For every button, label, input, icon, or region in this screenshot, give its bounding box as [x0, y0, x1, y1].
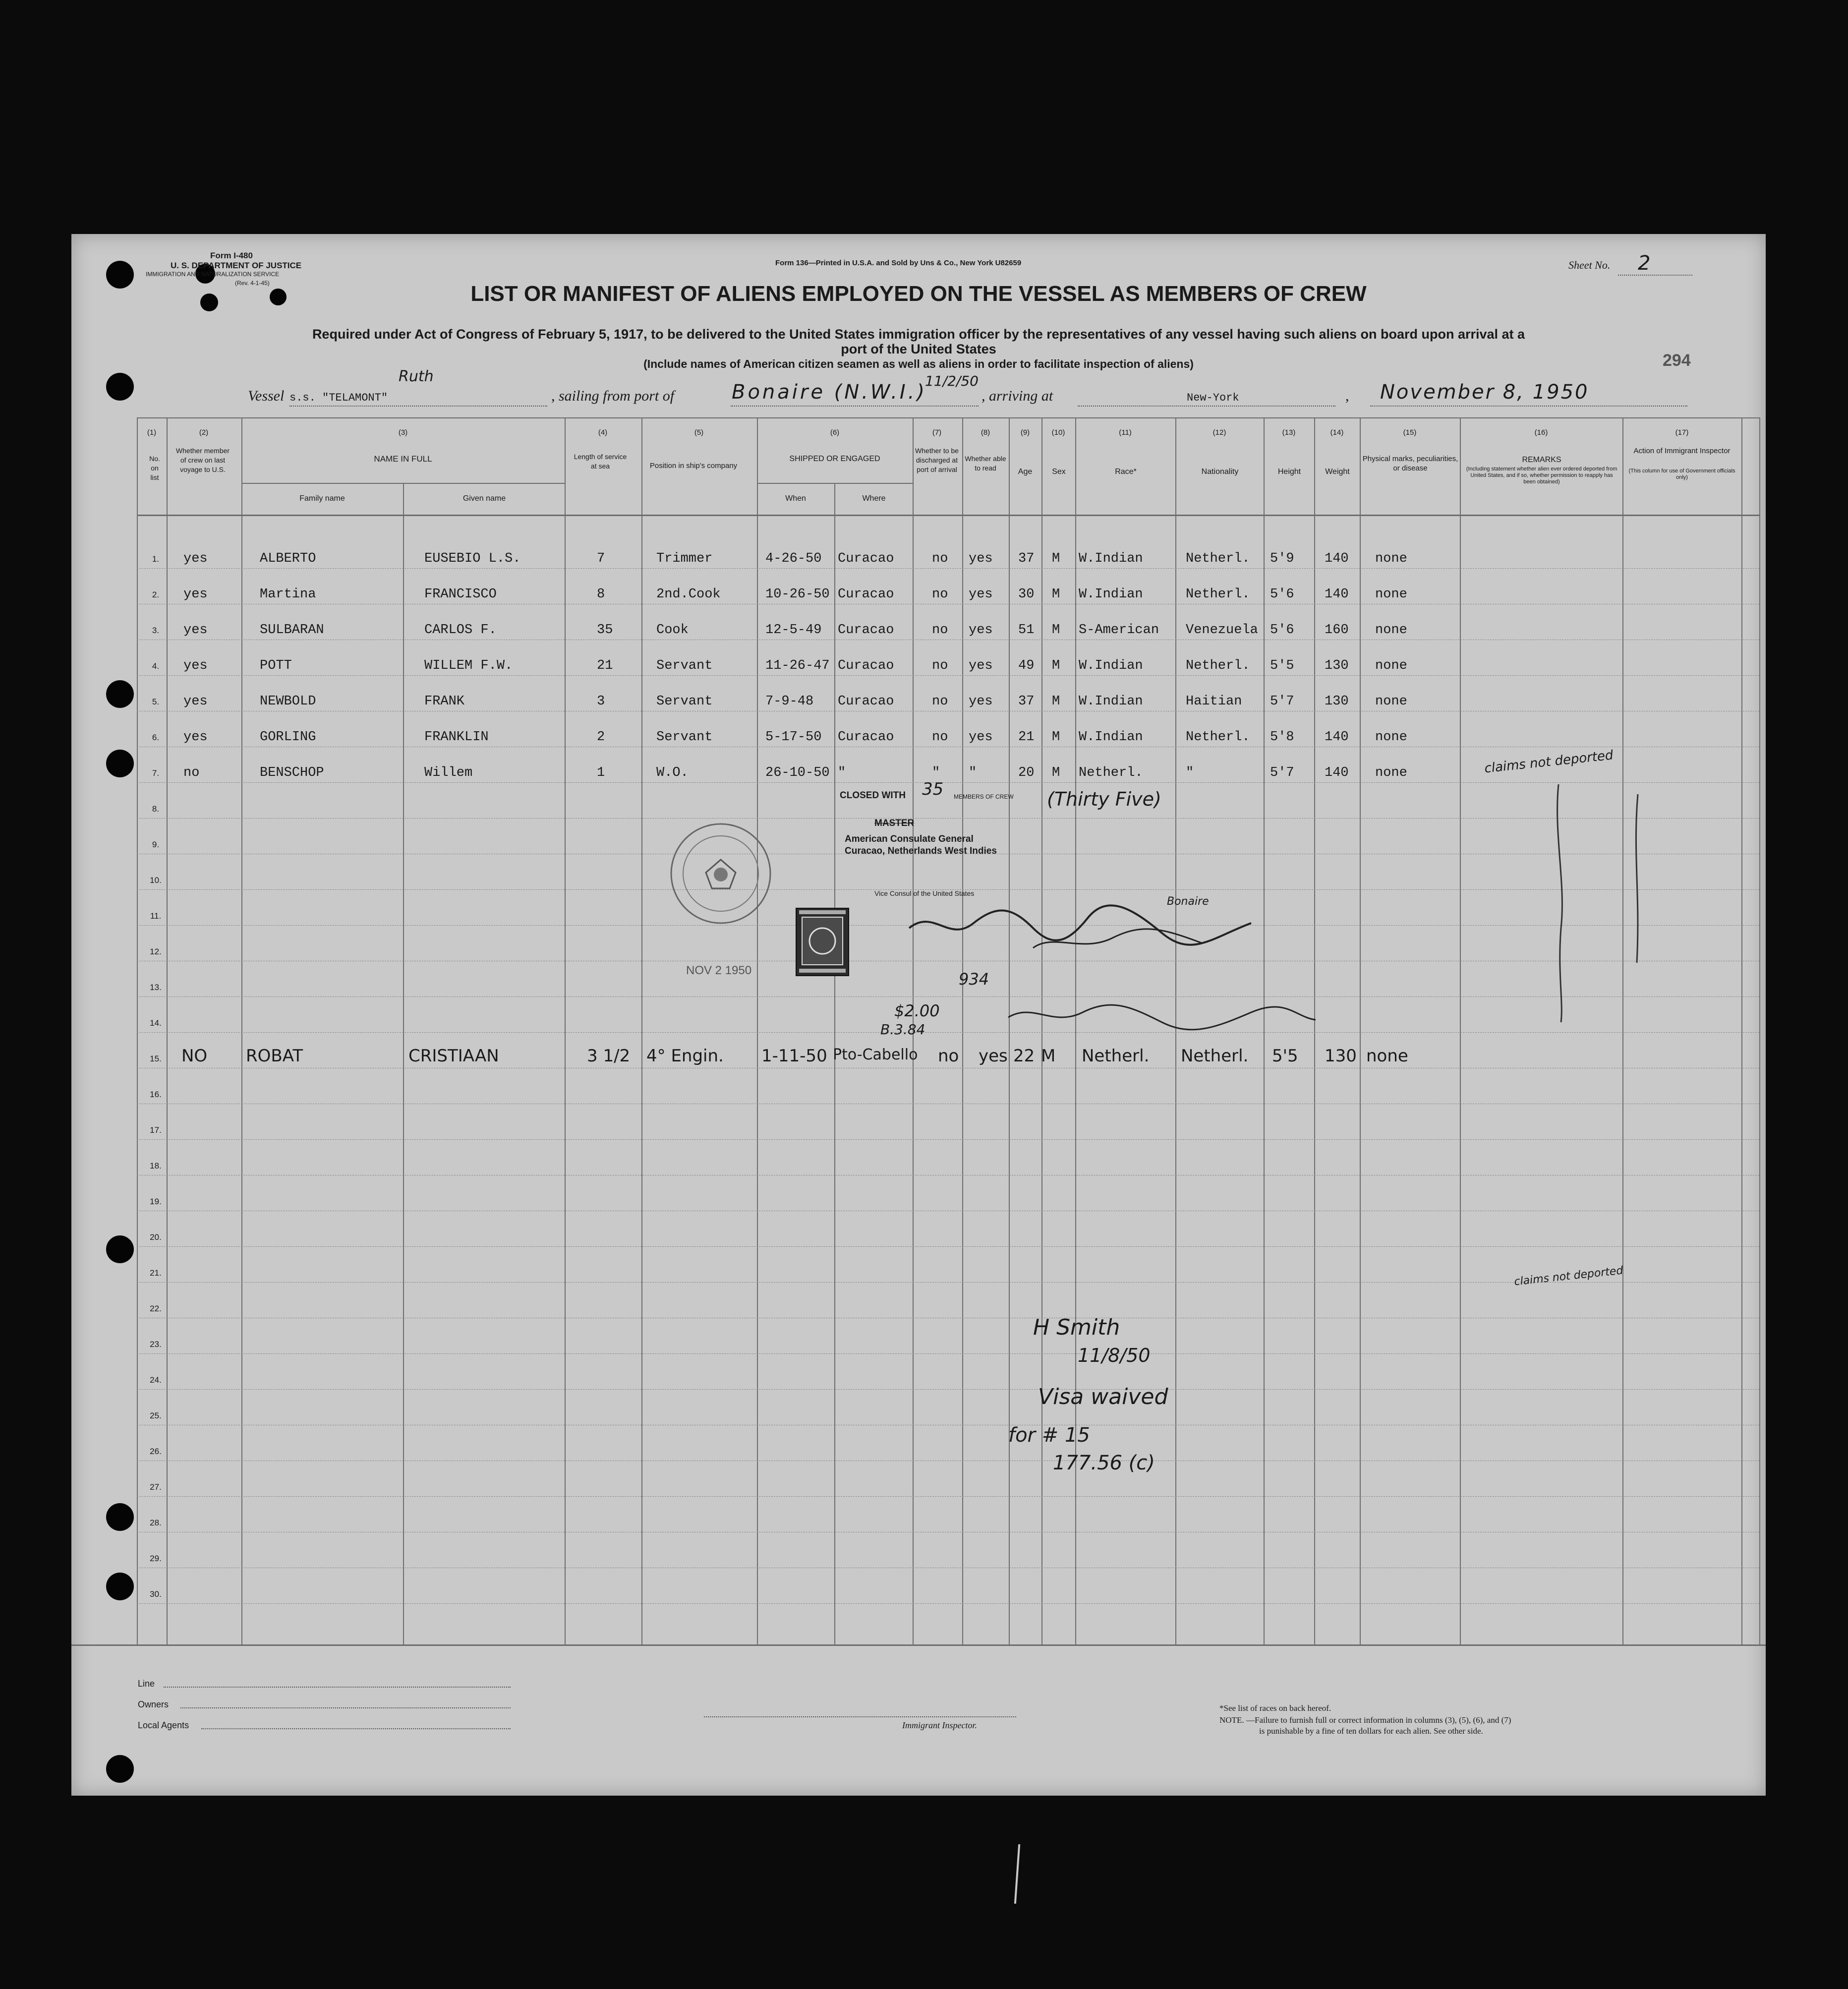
col-header-read: Whether able to read: [965, 455, 1006, 472]
age-cell: 37: [1018, 694, 1035, 709]
col-header-race: Race*: [1115, 468, 1137, 476]
col-header-action: Action of Immigrant Inspector: [1633, 447, 1731, 455]
family-name-cell: Martina: [260, 587, 316, 602]
punch-hole: [106, 373, 134, 401]
position-cell: W.O.: [656, 765, 689, 780]
consul-title: Vice Consul of the United States: [874, 889, 975, 897]
table-bottom-border: [71, 1644, 1766, 1646]
col-header-given-name: Given name: [462, 494, 506, 503]
consulate-stamp-1: American Consulate General: [845, 834, 974, 844]
consul-signature-icon: [904, 888, 1271, 958]
nationality-cell: Netherl.: [1186, 730, 1250, 745]
col-header-action-note: (This column for use of Government officials only): [1628, 468, 1735, 480]
read-cell: yes: [969, 730, 993, 745]
age-cell: 20: [1018, 765, 1035, 780]
column-number: (13): [1282, 428, 1296, 437]
position-cell: Trimmer: [656, 551, 713, 566]
row-number: 18.: [150, 1161, 162, 1170]
age-cell: 37: [1018, 551, 1035, 566]
sex-cell: M: [1052, 730, 1060, 745]
inspector-signature: H Smith: [1033, 1315, 1120, 1340]
family-name-cell: SULBARAN: [260, 623, 324, 638]
row-line: [137, 675, 1759, 676]
col-header-sex: Sex: [1052, 468, 1066, 476]
row-number: 26.: [150, 1447, 162, 1456]
remark-top: claims not deported: [1484, 748, 1614, 776]
row-number: 30.: [150, 1589, 162, 1599]
row-number: 8.: [152, 804, 160, 814]
column-number: (3): [398, 428, 408, 437]
arrival-line: [1078, 406, 1335, 407]
position-cell: 2nd.Cook: [656, 587, 721, 602]
read-cell: yes: [969, 587, 993, 602]
closed-with-stamp: CLOSED WITH: [840, 790, 906, 801]
shipped-when-cell: 4-26-50: [765, 551, 822, 566]
closed-words: (Thirty Five): [1047, 788, 1161, 810]
shipped-when-cell: 10-26-50: [765, 587, 830, 602]
family-name-cell: NEWBOLD: [260, 694, 316, 709]
sex-cell: M: [1052, 587, 1060, 602]
row-number: 28.: [150, 1518, 162, 1527]
col-header-nationality: Nationality: [1201, 468, 1239, 476]
punch-hole: [106, 680, 134, 708]
weight-cell: 160: [1325, 623, 1349, 638]
row-line: [137, 1139, 1759, 1140]
footer-owners-label: Owners: [138, 1699, 169, 1709]
sex-cell: M: [1052, 694, 1060, 709]
marks-cell: none: [1375, 694, 1407, 709]
col-header-no: No. on list: [149, 455, 160, 481]
sex-cell: M: [1052, 658, 1060, 673]
sex-cell: M: [1052, 551, 1060, 566]
footer-agents-input: [201, 1728, 511, 1729]
given-name-cell: Willem: [424, 765, 473, 780]
discharged-cell: no: [932, 551, 948, 566]
row-line: [137, 1246, 1759, 1247]
height-cell: 5'6: [1270, 587, 1294, 602]
printer-line: Form 136—Printed in U.S.A. and Sold by Uns & Co., New York U82659: [775, 259, 1022, 267]
row-number: 5.: [152, 697, 160, 706]
nationality-cell: Haitian: [1186, 694, 1242, 709]
nationality-cell: Netherl.: [1186, 658, 1250, 673]
closed-count: 35: [922, 779, 944, 799]
row15-read-cell: yes: [979, 1046, 1008, 1066]
given-name-cell: FRANK: [424, 694, 465, 709]
vice-consul-signature-icon: [1003, 997, 1321, 1037]
service-cell: 7: [597, 551, 605, 566]
column-number: (14): [1330, 428, 1344, 437]
inspector-date: 11/8/50: [1078, 1345, 1151, 1366]
family-name-cell: GORLING: [260, 730, 316, 745]
consulate-stamp-2: Curacao, Netherlands West Indies: [845, 846, 997, 856]
row-number: 4.: [152, 661, 160, 671]
col-header-discharged: Whether to be discharged at port of arrival: [915, 447, 959, 473]
weight-cell: 140: [1325, 587, 1349, 602]
footer-note-1: —Failure to furnish full or correct information in columns (3), (5), (6), and (7): [1246, 1715, 1511, 1725]
row-number: 16.: [150, 1090, 162, 1099]
col-header-position: Position in ship's company: [649, 462, 738, 470]
discharged-cell: ": [932, 765, 940, 780]
height-cell: 5'8: [1270, 730, 1294, 745]
given-name-cell: CARLOS F.: [424, 623, 497, 638]
shipped-where-cell: Curacao: [838, 587, 894, 602]
footer-race-note: *See list of races on back hereof.: [1219, 1703, 1331, 1713]
height-cell: 5'5: [1270, 658, 1294, 673]
race-cell: W.Indian: [1079, 551, 1143, 566]
marks-cell: none: [1375, 765, 1407, 780]
column-number: (1): [147, 428, 157, 437]
row15-age-cell: 22: [1013, 1046, 1035, 1066]
row15-sex-cell: M: [1041, 1046, 1056, 1066]
nationality-cell: Venezuela: [1186, 623, 1258, 638]
given-name-cell: EUSEBIO L.S.: [424, 551, 521, 566]
shipped-when-cell: 26-10-50: [765, 765, 830, 780]
height-cell: 5'7: [1270, 765, 1294, 780]
read-cell: yes: [969, 658, 993, 673]
visa-note-3: 177.56 (c): [1053, 1452, 1155, 1474]
race-cell: W.Indian: [1079, 694, 1143, 709]
marks-cell: none: [1375, 587, 1407, 602]
row15-given-cell: CRISTIAAN: [408, 1046, 499, 1066]
sheet-number-line: [1618, 275, 1692, 276]
row-number: 23.: [150, 1340, 162, 1349]
column-number: (15): [1403, 428, 1417, 437]
age-cell: 51: [1018, 623, 1035, 638]
shipped-where-cell: Curacao: [838, 694, 894, 709]
fee-number: 934: [959, 970, 989, 989]
read-cell: ": [969, 765, 977, 780]
service-cell: 35: [597, 623, 613, 638]
shipped-when-cell: 7-9-48: [765, 694, 814, 709]
remark-row15: claims not deported: [1513, 1264, 1624, 1288]
sex-cell: M: [1052, 765, 1060, 780]
column-divider: [1759, 417, 1760, 1644]
footer-inspector-label: Immigrant Inspector.: [902, 1720, 977, 1730]
row-number: 9.: [152, 840, 160, 849]
table-top-border: [137, 417, 1759, 418]
sailing-date: 11/2/50: [925, 373, 979, 389]
column-number: (8): [981, 428, 990, 437]
last-voyage-cell: yes: [183, 730, 208, 745]
footer-line-input: [164, 1687, 511, 1688]
shipped-when-cell: 5-17-50: [765, 730, 822, 745]
row-number: 27.: [150, 1482, 162, 1492]
last-voyage-cell: yes: [183, 658, 208, 673]
row15-discharged-cell: no: [938, 1046, 959, 1066]
col-header-last-voyage: Whether member of crew on last voyage to U.S.: [175, 447, 230, 473]
arriving-label: , arriving at: [982, 388, 1053, 404]
discharged-cell: no: [932, 694, 948, 709]
column-number: (10): [1051, 428, 1065, 437]
given-name-cell: WILLEM F.W.: [424, 658, 513, 673]
punch-hole: [106, 750, 134, 777]
column-number: (6): [830, 428, 840, 437]
service-cell: 21: [597, 658, 613, 673]
col-header-family-name: Family name: [299, 494, 345, 503]
row15-weight-cell: 130: [1325, 1046, 1357, 1066]
column-number: (11): [1119, 428, 1132, 437]
position-cell: Servant: [656, 730, 713, 745]
column-number: (16): [1534, 428, 1548, 437]
nationality-cell: Netherl.: [1186, 551, 1250, 566]
race-cell: S-American: [1079, 623, 1159, 638]
row-number: 11.: [150, 911, 162, 921]
position-cell: Servant: [656, 658, 713, 673]
last-voyage-cell: yes: [183, 587, 208, 602]
column-number: (7): [932, 428, 942, 437]
weight-cell: 130: [1325, 694, 1349, 709]
row-number: 17.: [150, 1125, 162, 1135]
column-divider: [834, 483, 835, 1644]
last-voyage-cell: yes: [183, 694, 208, 709]
race-cell: W.Indian: [1079, 730, 1143, 745]
sailing-port: Bonaire (N.W.I.): [732, 381, 927, 404]
footer-inspector-line: [704, 1716, 1016, 1717]
subtitle-1: Required under Act of Congress of February 5, 1917, to be delivered to the United States immigration officer by the representatives of any vessel having such aliens on board upon arrival at a: [312, 327, 1525, 342]
consulate-seal-icon: [666, 819, 775, 928]
remark-bracket-icon: [1459, 764, 1673, 1027]
age-cell: 30: [1018, 587, 1035, 602]
last-voyage-cell: yes: [183, 551, 208, 566]
members-of-crew-stamp: MEMBERS OF CREW: [954, 793, 1014, 800]
service: IMMIGRATION AND NATURALIZATION SERVICE: [146, 271, 280, 278]
col-header-name: NAME IN FULL: [374, 454, 432, 464]
marks-cell: none: [1375, 551, 1407, 566]
row-line: [137, 1353, 1759, 1354]
read-cell: yes: [969, 694, 993, 709]
position-cell: Cook: [656, 623, 689, 638]
stamp-date: NOV 2 1950: [686, 964, 752, 977]
service-cell: 8: [597, 587, 605, 602]
row-number: 19.: [150, 1197, 162, 1206]
footer-owners-input: [180, 1707, 511, 1708]
weight-cell: 140: [1325, 730, 1349, 745]
last-voyage-cell: no: [183, 765, 200, 780]
row-number: 1.: [152, 554, 160, 564]
page-title: LIST OR MANIFEST OF ALIENS EMPLOYED ON THE VESSEL AS MEMBERS OF CREW: [470, 282, 1367, 306]
row15-last-voyage-cell: NO: [181, 1046, 208, 1066]
row-number: 24.: [150, 1375, 162, 1385]
marks-cell: none: [1375, 623, 1407, 638]
height-cell: 5'7: [1270, 694, 1294, 709]
discharged-cell: no: [932, 587, 948, 602]
arrival-port: New-York: [1187, 392, 1239, 404]
family-name-cell: ALBERTO: [260, 551, 316, 566]
weight-cell: 140: [1325, 551, 1349, 566]
footer-note-label: NOTE.: [1219, 1715, 1244, 1725]
row-line: [137, 1496, 1759, 1497]
height-cell: 5'9: [1270, 551, 1294, 566]
col-header-remarks: REMARKS: [1522, 456, 1561, 464]
col-header-age: Age: [1018, 468, 1033, 476]
row-number: 21.: [150, 1268, 162, 1278]
col-header-height: Height: [1277, 468, 1301, 476]
position-cell: Servant: [656, 694, 713, 709]
date-line: [1370, 406, 1687, 407]
discharged-cell: no: [932, 730, 948, 745]
shipped-when-cell: 12-5-49: [765, 623, 822, 638]
discharged-cell: no: [932, 623, 948, 638]
visa-note-2: for # 15: [1008, 1424, 1090, 1447]
punch-hole: [106, 1755, 134, 1783]
given-name-cell: FRANKLIN: [424, 730, 489, 745]
row-line: [137, 1032, 1759, 1033]
row15-position-cell: 4° Engin.: [646, 1046, 724, 1066]
consul-place: Bonaire: [1167, 895, 1209, 908]
marks-cell: none: [1375, 658, 1407, 673]
row-line: [137, 1389, 1759, 1390]
row-number: 15.: [150, 1054, 162, 1063]
vessel-label: Vessel: [248, 388, 285, 404]
arrival-date: November 8, 1950: [1380, 381, 1589, 404]
comma: ,: [1345, 388, 1349, 404]
nationality-cell: ": [1186, 765, 1194, 780]
column-number: (2): [199, 428, 209, 437]
race-cell: Netherl.: [1079, 765, 1143, 780]
shipped-where-cell: ": [838, 765, 846, 780]
vessel-line: [289, 406, 547, 407]
row15-race-cell: Netherl.: [1082, 1046, 1150, 1066]
row15-height-cell: 5'5: [1272, 1046, 1298, 1066]
row-number: 7.: [152, 768, 160, 778]
row-line: [137, 1603, 1759, 1604]
weight-cell: 130: [1325, 658, 1349, 673]
family-name-cell: POTT: [260, 658, 292, 673]
master-stamp: MASTER: [874, 818, 915, 828]
nationality-cell: Netherl.: [1186, 587, 1250, 602]
race-cell: W.Indian: [1079, 587, 1143, 602]
row-number: 10.: [150, 876, 162, 885]
shipped-where-cell: Curacao: [838, 551, 894, 566]
weight-cell: 140: [1325, 765, 1349, 780]
table-header-border: [137, 515, 1759, 516]
row15-family-cell: ROBAT: [246, 1046, 303, 1066]
last-voyage-cell: yes: [183, 623, 208, 638]
revision: (Rev. 4-1-45): [235, 280, 270, 287]
footer-agents-label: Local Agents: [138, 1720, 189, 1730]
vessel-name: s.s. "TELAMONT": [289, 392, 388, 404]
service-cell: 2: [597, 730, 605, 745]
shipped-where-cell: Curacao: [838, 658, 894, 673]
col-header-marks: Physical marks, peculiarities, or disease: [1362, 455, 1458, 472]
sailing-label: , sailing from port of: [551, 388, 675, 404]
read-cell: yes: [969, 551, 993, 566]
shipped-where-cell: Curacao: [838, 730, 894, 745]
form-number: Form I-480: [210, 251, 253, 260]
row-number: 13.: [150, 983, 162, 992]
service-cell: 3: [597, 694, 605, 709]
sheet-label: Sheet No.: [1568, 259, 1611, 271]
punch-hole: [106, 1503, 134, 1531]
given-name-cell: FRANCISCO: [424, 587, 497, 602]
row15-when-cell: 1-11-50: [761, 1046, 827, 1066]
vessel-note: Ruth: [399, 368, 434, 385]
row15-marks-cell: none: [1366, 1046, 1408, 1066]
stamp-number: 294: [1663, 351, 1691, 370]
row-number: 3.: [152, 626, 160, 635]
visa-note-1: Visa waived: [1038, 1384, 1168, 1409]
row-number: 20.: [150, 1232, 162, 1242]
shipped-where-cell: Curacao: [838, 623, 894, 638]
col-header-when: When: [785, 494, 806, 503]
fee-ref: B.3.84: [880, 1021, 925, 1038]
column-number: (5): [694, 428, 704, 437]
footer-line-label: Line: [138, 1679, 155, 1689]
row-number: 22.: [150, 1304, 162, 1313]
column-number: (4): [598, 428, 608, 437]
port-line: [731, 406, 979, 407]
age-cell: 21: [1018, 730, 1035, 745]
column-number: (9): [1020, 428, 1030, 437]
row-line: [137, 568, 1759, 569]
column-number: (17): [1675, 428, 1689, 437]
row-number: 12.: [150, 947, 162, 956]
height-cell: 5'6: [1270, 623, 1294, 638]
row15-where-cell: Pto-Cabello: [833, 1046, 918, 1063]
age-cell: 49: [1018, 658, 1035, 673]
row-number: 25.: [150, 1411, 162, 1420]
subtitle-3: (Include names of American citizen seamen as well as aliens in order to facilitate inspection of aliens): [643, 357, 1194, 370]
fee-amount: $2.00: [894, 1001, 940, 1020]
department: U. S. DEPARTMENT OF JUSTICE: [171, 261, 302, 270]
footer-note-2: is punishable by a fine of ten dollars for each alien. See other side.: [1259, 1726, 1483, 1736]
col-header-service: Length of service at sea: [574, 453, 627, 470]
col-header-remarks-note: (Including statement whether alien ever ordered deported from United States, and if so, whether permission to reapply has been obtained): [1466, 466, 1617, 485]
service-cell: 1: [597, 765, 605, 780]
row15-service-cell: 3 1/2: [587, 1046, 631, 1066]
stray-mark: [1014, 1844, 1020, 1904]
col-header-shipped: SHIPPED OR ENGAGED: [789, 455, 880, 463]
row-number: 29.: [150, 1554, 162, 1563]
column-number: (12): [1213, 428, 1226, 437]
col-header-where: Where: [862, 494, 886, 503]
shipped-when-cell: 11-26-47: [765, 658, 830, 673]
sheet-number: 2: [1638, 252, 1651, 275]
fee-stamp-icon: [795, 907, 850, 977]
subtitle-2: port of the United States: [841, 342, 996, 356]
row-number: 6.: [152, 733, 160, 742]
col-header-weight: Weight: [1325, 468, 1350, 476]
race-cell: W.Indian: [1079, 658, 1143, 673]
punch-hole: [106, 1235, 134, 1263]
row-number: 14.: [150, 1018, 162, 1028]
family-name-cell: BENSCHOP: [260, 765, 324, 780]
read-cell: yes: [969, 623, 993, 638]
row-number: 2.: [152, 590, 160, 599]
discharged-cell: no: [932, 658, 948, 673]
row15-nationality-cell: Netherl.: [1181, 1046, 1249, 1066]
column-divider: [403, 483, 404, 1644]
manifest-sheet: [71, 234, 1766, 1796]
marks-cell: none: [1375, 730, 1407, 745]
sex-cell: M: [1052, 623, 1060, 638]
